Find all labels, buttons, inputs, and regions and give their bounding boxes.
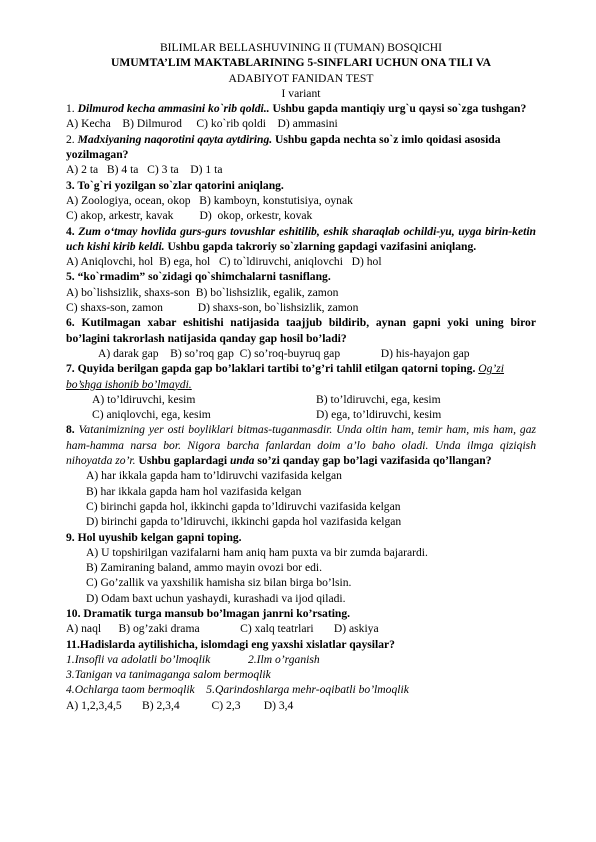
question-4-number: 4. xyxy=(66,224,79,238)
header-line3: ADABIYOT FANIDAN TEST xyxy=(228,71,374,85)
question-11-options: A) 1,2,3,4,5 B) 2,3,4 C) 2,3 D) 3,4 xyxy=(66,698,294,712)
question-2-sentence: Madxiyaning naqorotini qayta aytdiring. xyxy=(77,132,273,146)
question-11: 11.Hadislarda aytilishicha, islomdagi eng yaxshi xislatlar qaysilar? xyxy=(66,637,395,651)
question-1 xyxy=(66,101,536,116)
question-6: 6. Kutilmagan xabar eshitishi natijasida taajjub bildirib, aynan gapni yoki uning biror bo’lagini takrorlash natijasida qanday gap hosil bo’ladi? xyxy=(66,316,536,345)
question-11-items-4-5: 4.Ochlarga taom bermoqlik 5.Qarindoshlarga mehr-oqibatli bo’lmoqlik xyxy=(66,683,409,697)
question-9: 9. Hol uyushib kelgan gapni toping. xyxy=(66,530,242,544)
question-8 xyxy=(66,422,536,468)
question-6-options: A) darak gap B) so’roq gap C) so’roq-buyruq gap D) his-hayajon gap xyxy=(98,346,470,360)
question-7 xyxy=(66,361,536,392)
question-11-item-3: 3.Tanigan va tanimaganga salom bermoqlik xyxy=(66,668,271,682)
question-2-number: 2. xyxy=(66,132,78,146)
question-8-option-c: C) birinchi gapda hol, ikkinchi gapda to’ldiruvchi vazifasida kelgan xyxy=(86,499,401,513)
question-11-items-1-2: 1.Insofli va adolatli bo’lmoqlik 2.Ilm o’rganish xyxy=(66,652,320,666)
question-5-options-cd: C) shaxs-son, zamon D) shaxs-son, bo`lishsizlik, zamon xyxy=(66,301,359,315)
question-2 xyxy=(66,132,536,163)
question-8-word: unda xyxy=(229,454,255,468)
question-7-option-a: A) to’ldiruvchi, kesim xyxy=(92,392,196,406)
question-8-option-b: B) har ikkala gapda ham hol vazifasida kelgan xyxy=(86,484,302,498)
question-9-option-d: D) Odam baxt uchun yashaydi, kurashadi va ijod qiladi. xyxy=(86,591,346,605)
question-7-option-b: B) to’ldiruvchi, ega, kesim xyxy=(316,392,441,406)
question-4-options: A) Aniqlovchi, hol B) ega, hol C) to`ldiruvchi, aniqlovchi D) hol xyxy=(66,255,382,269)
question-7-example: Og’zi bo’shga ishonib bo’lmaydi. xyxy=(66,362,505,391)
question-1-text: Ushbu gapda mantiqiy urg`u qaysi so`zga tushgan? xyxy=(269,102,527,116)
question-8-option-d: D) birinchi gapda to’ldiruvchi, ikkinchi gapda hol vazifasida kelgan xyxy=(86,515,402,529)
question-9-option-c: C) Go’zallik va yaxshilik hamisha siz bilan birga bo’lsin. xyxy=(86,576,352,590)
question-4-text: Ushbu gapda takroriy so`zlarning gapdagi vazifasini aniqlang. xyxy=(164,239,477,253)
question-8-option-a: A) har ikkala gapda ham to’ldiruvchi vazifasida kelgan xyxy=(86,469,342,483)
question-3-options-cd: C) akop, arkestr, kavak D) okop, orkestr, kovak xyxy=(66,209,313,223)
question-9-option-b: B) Zamiraning baland, ammo mayin ovozi bor edi. xyxy=(86,561,323,575)
question-9-option-a: A) U topshirilgan vazifalarni ham aniq ham puxta va bir zumda bajarardi. xyxy=(86,545,428,559)
question-4-sentence: Zum o‘tmay hovlida gurs-gurs tovushlar eshitilib, eshik sharaqlab ochildi-yu, uyga birin-ketin uch kishi kirib keldi. xyxy=(66,224,537,253)
question-8-number: 8. xyxy=(66,423,79,437)
question-2-text: Ushbu gapda nechta so`z imlo qoidasi asosida yozilmagan? xyxy=(66,132,501,162)
question-8-text-a: Ushbu gaplardagi xyxy=(135,454,230,468)
variant-label: I variant xyxy=(281,86,321,100)
question-5-options-ab: A) bo`lishsizlik, shaxs-son B) bo`lishsizlik, egalik, zamon xyxy=(66,285,339,299)
question-1-number: 1. xyxy=(66,102,78,116)
question-3-options-ab: A) Zoologiya, ocean, okop B) kamboyn, konstutisiya, oynak xyxy=(66,193,353,207)
header-line1: BILIMLAR BELLASHUVINING II (TUMAN) BOSQICHI xyxy=(159,41,443,54)
question-7-option-c: C) aniqlovchi, ega, kesim xyxy=(92,408,211,422)
header-line2: UMUMTA’LIM MAKTABLARINING 5-SINFLARI UCHUN ONA TILI VA xyxy=(110,56,492,70)
question-10: 10. Dramatik turga mansub bo’lmagan janrni ko’rsating. xyxy=(66,606,351,620)
question-7-text: 7. Quyida berilgan gapda gap bo’laklari tartibi to’g’ri tahlil etilgan qatorni toping. xyxy=(66,362,476,376)
question-1-sentence: Dilmurod kecha ammasini ko`rib qoldi.. xyxy=(77,102,270,116)
question-3: 3. To`g`ri yozilgan so`zlar qatorini aniqlang. xyxy=(66,178,284,192)
question-2-options: A) 2 ta B) 4 ta C) 3 ta D) 1 ta xyxy=(66,163,223,177)
question-4 xyxy=(66,224,536,255)
question-5: 5. “ko`rmadim” so`zidagi qo`shimchalarni tasniflang. xyxy=(66,270,331,284)
question-7-options-row2 xyxy=(66,407,536,422)
question-8-text-b: so’zi qanday gap bo’lagi vazifasida qo’llangan? xyxy=(254,454,492,468)
question-7-options-row1 xyxy=(66,392,536,407)
question-10-options: A) naql B) og’zaki drama C) xalq teatrlari D) askiya xyxy=(66,622,379,636)
question-1-options: A) Kecha B) Dilmurod C) ko`rib qoldi D) ammasini xyxy=(66,117,338,131)
question-7-option-d: D) ega, to’ldiruvchi, kesim xyxy=(316,408,442,422)
question-8-passage: Vatanimizning yer osti boyliklari bitmas-tuganmasdir. Unda oltin ham, temir ham, mis ham, gaz ham-hamma narsa bor. Nigora barcha fanlardan doim a’lo baho oladi. Unda ilmga qiziqish nihoyatda zo’r. xyxy=(66,423,537,468)
